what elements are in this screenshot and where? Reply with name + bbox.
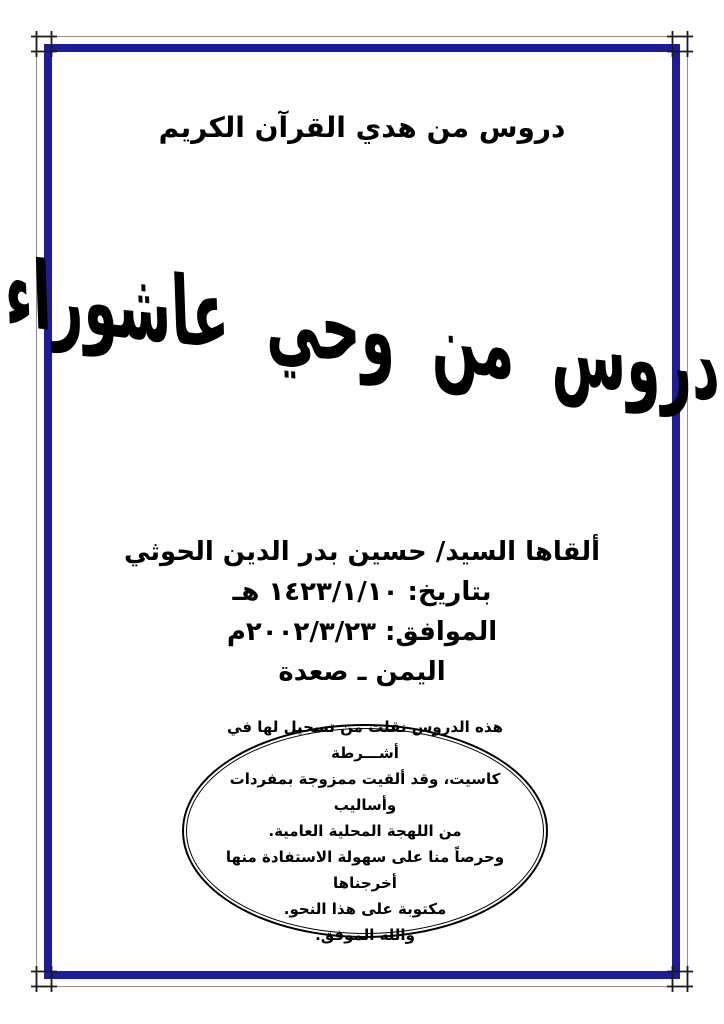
corner-ornament-bottom-right bbox=[667, 966, 693, 992]
note-line: وحرصاً منا على سهولة الاستفادة منها أخرجناها bbox=[225, 848, 505, 892]
corner-ornament-top-left bbox=[31, 31, 57, 57]
corner-ornament-top-right bbox=[667, 31, 693, 57]
note-oval-inner-ring bbox=[186, 718, 544, 944]
main-title: دروس من وحي عاشوراء bbox=[2, 237, 722, 423]
series-header: دروس من هدي القرآن الكريم bbox=[158, 111, 566, 144]
meta-block bbox=[40, 537, 684, 697]
note-line: من اللهجة المحلية العامية. bbox=[268, 822, 462, 840]
note-line: كاسيت، وقد ألقيت ممزوجة بمفردات وأساليب bbox=[229, 770, 501, 814]
hijri-date-line: بتاريخ: ١٤٢٣/١/١٠ هـ bbox=[232, 577, 492, 607]
note-line: هذه الدروس نقلت من تسجيل لها في أشـــرطة bbox=[227, 718, 503, 762]
corner-ornament-bottom-left bbox=[31, 966, 57, 992]
note-line: والله الموفق. bbox=[315, 926, 415, 944]
gregorian-date-line: الموافق: ٢٠٠٢/٣/٢٣م bbox=[226, 617, 498, 647]
note-text bbox=[211, 714, 519, 948]
note-oval bbox=[182, 718, 548, 944]
location-line: اليمن ـ صعدة bbox=[278, 657, 446, 687]
note-line: مكتوبة على هذا النحو. bbox=[283, 900, 447, 918]
speaker-line: ألقاها السيد/ حسين بدر الدين الحوثي bbox=[123, 537, 601, 567]
